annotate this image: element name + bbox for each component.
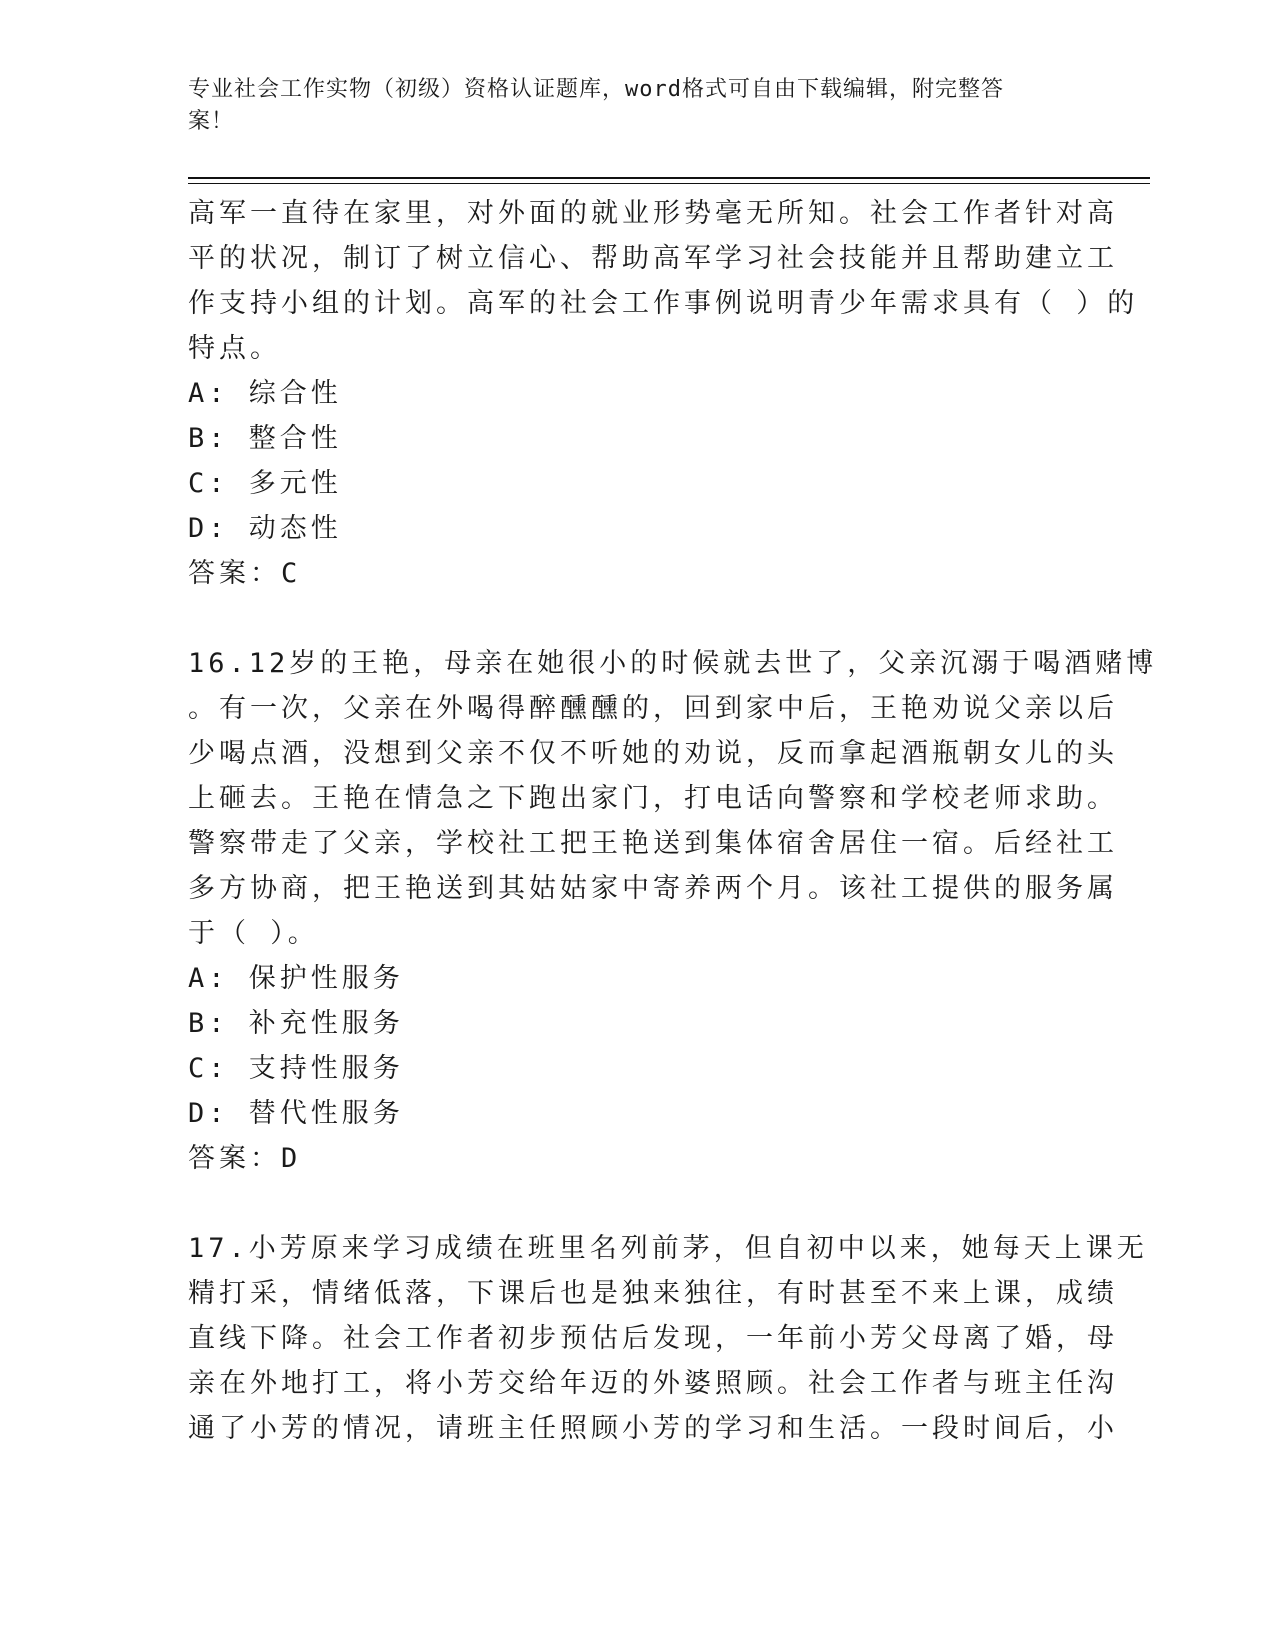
option-b: B: 补充性服务: [188, 1008, 404, 1039]
option-c: C: 支持性服务: [188, 1053, 404, 1084]
question-15: [188, 191, 1139, 596]
question-stem-line: 上砸去。王艳在情急之下跑出家门，打电话向警察和学校老师求助。: [188, 783, 1118, 814]
spacer: [188, 1181, 1088, 1226]
question-stem-line: 于（ ）。: [188, 918, 319, 949]
answer: 答案：D: [188, 1143, 302, 1174]
question-17: [188, 1226, 1148, 1451]
page-header: [188, 74, 1068, 138]
question-stem-line: 作支持小组的计划。高军的社会工作事例说明青少年需求具有（ ）的: [188, 288, 1139, 319]
option-d: D: 动态性: [188, 513, 342, 544]
header-rule-thick: [188, 177, 1150, 179]
answer: 答案：C: [188, 558, 302, 589]
header-line-2: 案！: [188, 109, 235, 134]
document-body: [188, 191, 1158, 1451]
question-stem-line: 。有一次，父亲在外喝得醉醺醺的，回到家中后，王艳劝说父亲以后: [188, 693, 1118, 724]
question-stem-line: 亲在外地打工，将小芳交给年迈的外婆照顾。社会工作者与班主任沟: [188, 1368, 1118, 1399]
question-stem-line: 16.12岁的王艳，母亲在她很小的时候就去世了，父亲沉溺于喝酒赌博: [188, 648, 1158, 679]
question-stem-line: 通了小芳的情况，请班主任照顾小芳的学习和生活。一段时间后，小: [188, 1413, 1118, 1444]
header-line-1: 专业社会工作实物（初级）资格认证题库，word格式可自由下载编辑，附完整答: [188, 77, 1004, 102]
question-stem-line: 平的状况，制订了树立信心、帮助高军学习社会技能并且帮助建立工: [188, 243, 1118, 274]
option-a: A: 保护性服务: [188, 963, 404, 994]
question-stem-line: 17.小芳原来学习成绩在班里名列前茅，但自初中以来，她每天上课无: [188, 1233, 1148, 1264]
question-stem-line: 高军一直待在家里，对外面的就业形势毫无所知。社会工作者针对高: [188, 198, 1118, 229]
question-stem-line: 特点。: [188, 333, 281, 364]
option-b: B: 整合性: [188, 423, 342, 454]
option-c: C: 多元性: [188, 468, 342, 499]
header-rule-thin: [188, 183, 1150, 184]
option-a: A: 综合性: [188, 378, 342, 409]
question-stem-line: 少喝点酒，没想到父亲不仅不听她的劝说，反而拿起酒瓶朝女儿的头: [188, 738, 1118, 769]
option-d: D: 替代性服务: [188, 1098, 404, 1129]
question-stem-line: 多方协商，把王艳送到其姑姑家中寄养两个月。该社工提供的服务属: [188, 873, 1118, 904]
question-16: [188, 641, 1158, 1181]
question-stem-line: 精打采，情绪低落，下课后也是独来独往，有时甚至不来上课，成绩: [188, 1278, 1118, 1309]
question-stem-line: 警察带走了父亲，学校社工把王艳送到集体宿舍居住一宿。后经社工: [188, 828, 1118, 859]
spacer: [188, 596, 1088, 641]
question-stem-line: 直线下降。社会工作者初步预估后发现，一年前小芳父母离了婚，母: [188, 1323, 1118, 1354]
